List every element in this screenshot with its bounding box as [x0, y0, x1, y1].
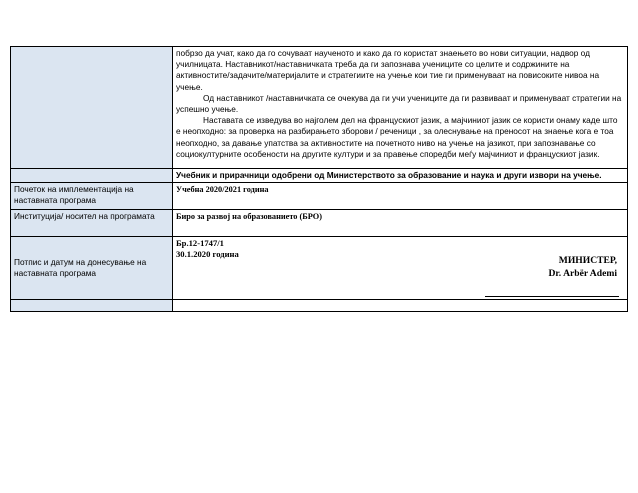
curriculum-table — [10, 46, 628, 312]
table-row — [11, 237, 628, 300]
empty-label-cell — [11, 47, 173, 169]
institution-label: Институција/ носител на програмата — [11, 210, 173, 237]
table-row — [11, 210, 628, 237]
implementation-label: Почеток на имплементација на наставната програма — [11, 183, 173, 210]
table-row — [11, 183, 628, 210]
table-row — [11, 47, 628, 169]
paragraph-language-use: Наставата се изведува во најголем дел на францускиот јазик, а мајчиниот јазик се користи онаму каде што е неопходно: за проверка на разбирањето зборови / реченици , за олеснување на преносот на знаење кога е тоа неопходно, за давање упатства за активностите на почетното ниво на учење на јазикот, при запознавање со социокултурните особености на другите култури и за правење споредби меѓу мајчиниот и францускиот јазик. — [176, 115, 618, 159]
document-number: Бр.12-1747/1 — [176, 238, 224, 249]
signature-label: Потпис и датум на донесување на наставната програма — [11, 237, 173, 300]
empty-value-cell — [173, 300, 628, 312]
signer-name: Dr. Arbër Ademi — [548, 267, 617, 279]
signature-cell — [173, 237, 628, 300]
signer-title: МИНИСТЕР, — [558, 255, 617, 267]
signer-block — [549, 255, 618, 280]
implementation-value: Учебна 2020/2021 година — [173, 183, 628, 210]
signature-line — [485, 296, 619, 297]
institution-value: Биро за развој на образованието (БРО) — [173, 210, 628, 237]
document-date: 30.1.2020 година — [176, 249, 239, 260]
empty-label-cell — [11, 169, 173, 183]
table-row — [11, 300, 628, 312]
textbooks-note: Учебник и прирачници одобрени од Министерството за образование и наука и други извори на учење. — [173, 169, 628, 183]
teaching-description-cell — [173, 47, 628, 169]
intro-paragraph: побрзо да учат, како да го сочуваат наученото и како да го користат знаењето во нови ситуации, надвор од училницата. Наставникот/наставничката треба да ги запознава учениците со целите и содржините на активностите/задачите/материјалите и стратегиите на учење кои тие ги применуваат на повисоките нивоа на учење. — [176, 48, 600, 92]
paragraph-strategies: Од наставникот /наставничката се очекува да ги учи учениците да ги развиваат и применуваат стратегии на успешно учење. — [176, 92, 622, 115]
table-row — [11, 169, 628, 183]
empty-label-cell — [11, 300, 173, 312]
